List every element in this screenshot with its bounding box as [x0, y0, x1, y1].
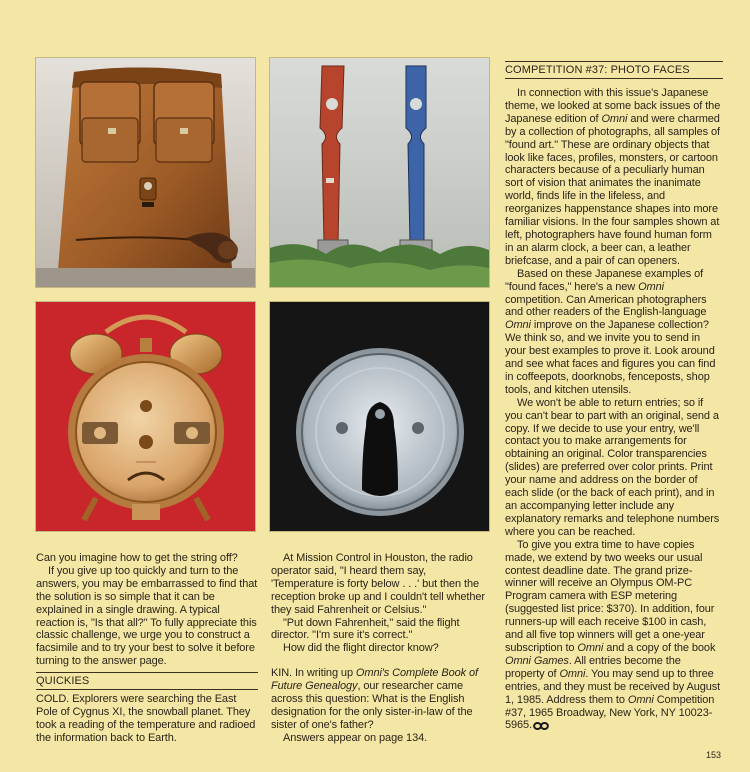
page-number: 153	[706, 750, 722, 760]
kin-puzzle-text: KIN. In writing up Omni's Complete Book of Future Genealogy, our researcher came across this question: What is the English designation for the only sister-in-law of the sister of one's father?	[271, 667, 478, 731]
competition-invitation: Based on these Japanese examples of "found faces," here's a new Omni competition. Can American photographers and other readers of the English-language Omni improve on the Japanese collection? We think so, and we invite you to send in your best examples to prove it. Look around and see what faces and figures you can find in coffeepots, doorknobs, fenceposts, shop tools, and kitchen utensils.	[505, 267, 716, 396]
briefcase-photo	[36, 58, 255, 287]
briefcase-illustration	[36, 58, 255, 287]
competition-rules: We won't be able to return entries; so if you can't bear to part with an original, send a copy. If we decide to use your entry, we'll contact you to make arrangements for obtaining an original. Color transparencies (slides) are preferred over color prints. Print your name and address on the border of each slide (or the back of each print), and in an accompanying letter include any explanatory remarks and telephone numbers where you can be reached.	[505, 396, 720, 538]
beer-can-illustration	[270, 302, 489, 531]
cold-puzzle-text: COLD. Explorers were searching the East Pole of Cygnus XI, the snowball planet. They took a reading of the temperature and radioed the information back to Earth.	[36, 693, 256, 744]
omni-end-mark-icon	[533, 722, 549, 730]
flight-director-quote: "Put down Fahrenheit," said the flight director. "I'm sure it's correct."	[271, 616, 460, 642]
competition-column	[505, 87, 723, 732]
alarm-clock-photo	[36, 302, 255, 531]
can-openers-photo	[270, 58, 489, 287]
column-2	[271, 552, 491, 745]
flight-director-question: How did the flight director know?	[283, 642, 439, 655]
string-puzzle-question: Can you imagine how to get the string off?	[36, 552, 238, 564]
answers-note: Answers appear on page 134.	[283, 731, 428, 744]
alarm-clock-illustration	[36, 302, 255, 531]
competition-prizes: To give you extra time to have copies made, we extend by two weeks our usual contest deadline date. The grand prize-winner will receive an Olympus OM-PC Program camera with ESP metering (suggested list price: $370). In addition, four runners-up will each receive $100 in cash, and all five top winners will get a one-year subscription to Omni and a copy of the book Omni Games. All entries become the property of Omni. You may send up to three entries, and they must be received by August 1, 1985. Address them to Omni Competition #37, 1965 Broadway, New York, NY 10023-5965.	[505, 538, 721, 732]
quickies-heading: QUICKIES	[36, 672, 258, 690]
can-openers-illustration	[270, 58, 489, 287]
beer-can-photo	[270, 302, 489, 531]
column-1	[36, 552, 258, 745]
string-puzzle-advice: If you give up too quickly and turn to the answers, you may be embarrassed to find that the solution is so simple that it can be explained in a single drawing. A typical reaction is, "Is that all?" To fully appreciate this classic challenge, we urge you to construct a facsimile and to try your best to solve it before turning to the answer page.	[36, 564, 258, 668]
competition-heading: COMPETITION #37: PHOTO FACES	[505, 61, 723, 79]
mission-control-text: At Mission Control in Houston, the radio operator said, "I heard them say, 'Temperature is forty below . . .' but then the reception broke up and I couldn't tell whether they said Fahrenheit or Celsius."	[271, 552, 485, 616]
competition-intro: In connection with this issue's Japanese theme, we looked at some back issues of the Japanese edition of Omni and were charmed by a collection of photographs, all samples of "found art." These are ordinary objects that look like faces, profiles, monsters, or cartoon characters because of a peculiarly human sort of vision that animates the inanimate world, finds life in the lifeless, and reorganizes happenstance shapes into more familiar visions. In the four samples shown at left, photographers have found human form in an alarm clock, a beer can, a leather briefcase, and a pair of can openers.	[505, 87, 721, 267]
